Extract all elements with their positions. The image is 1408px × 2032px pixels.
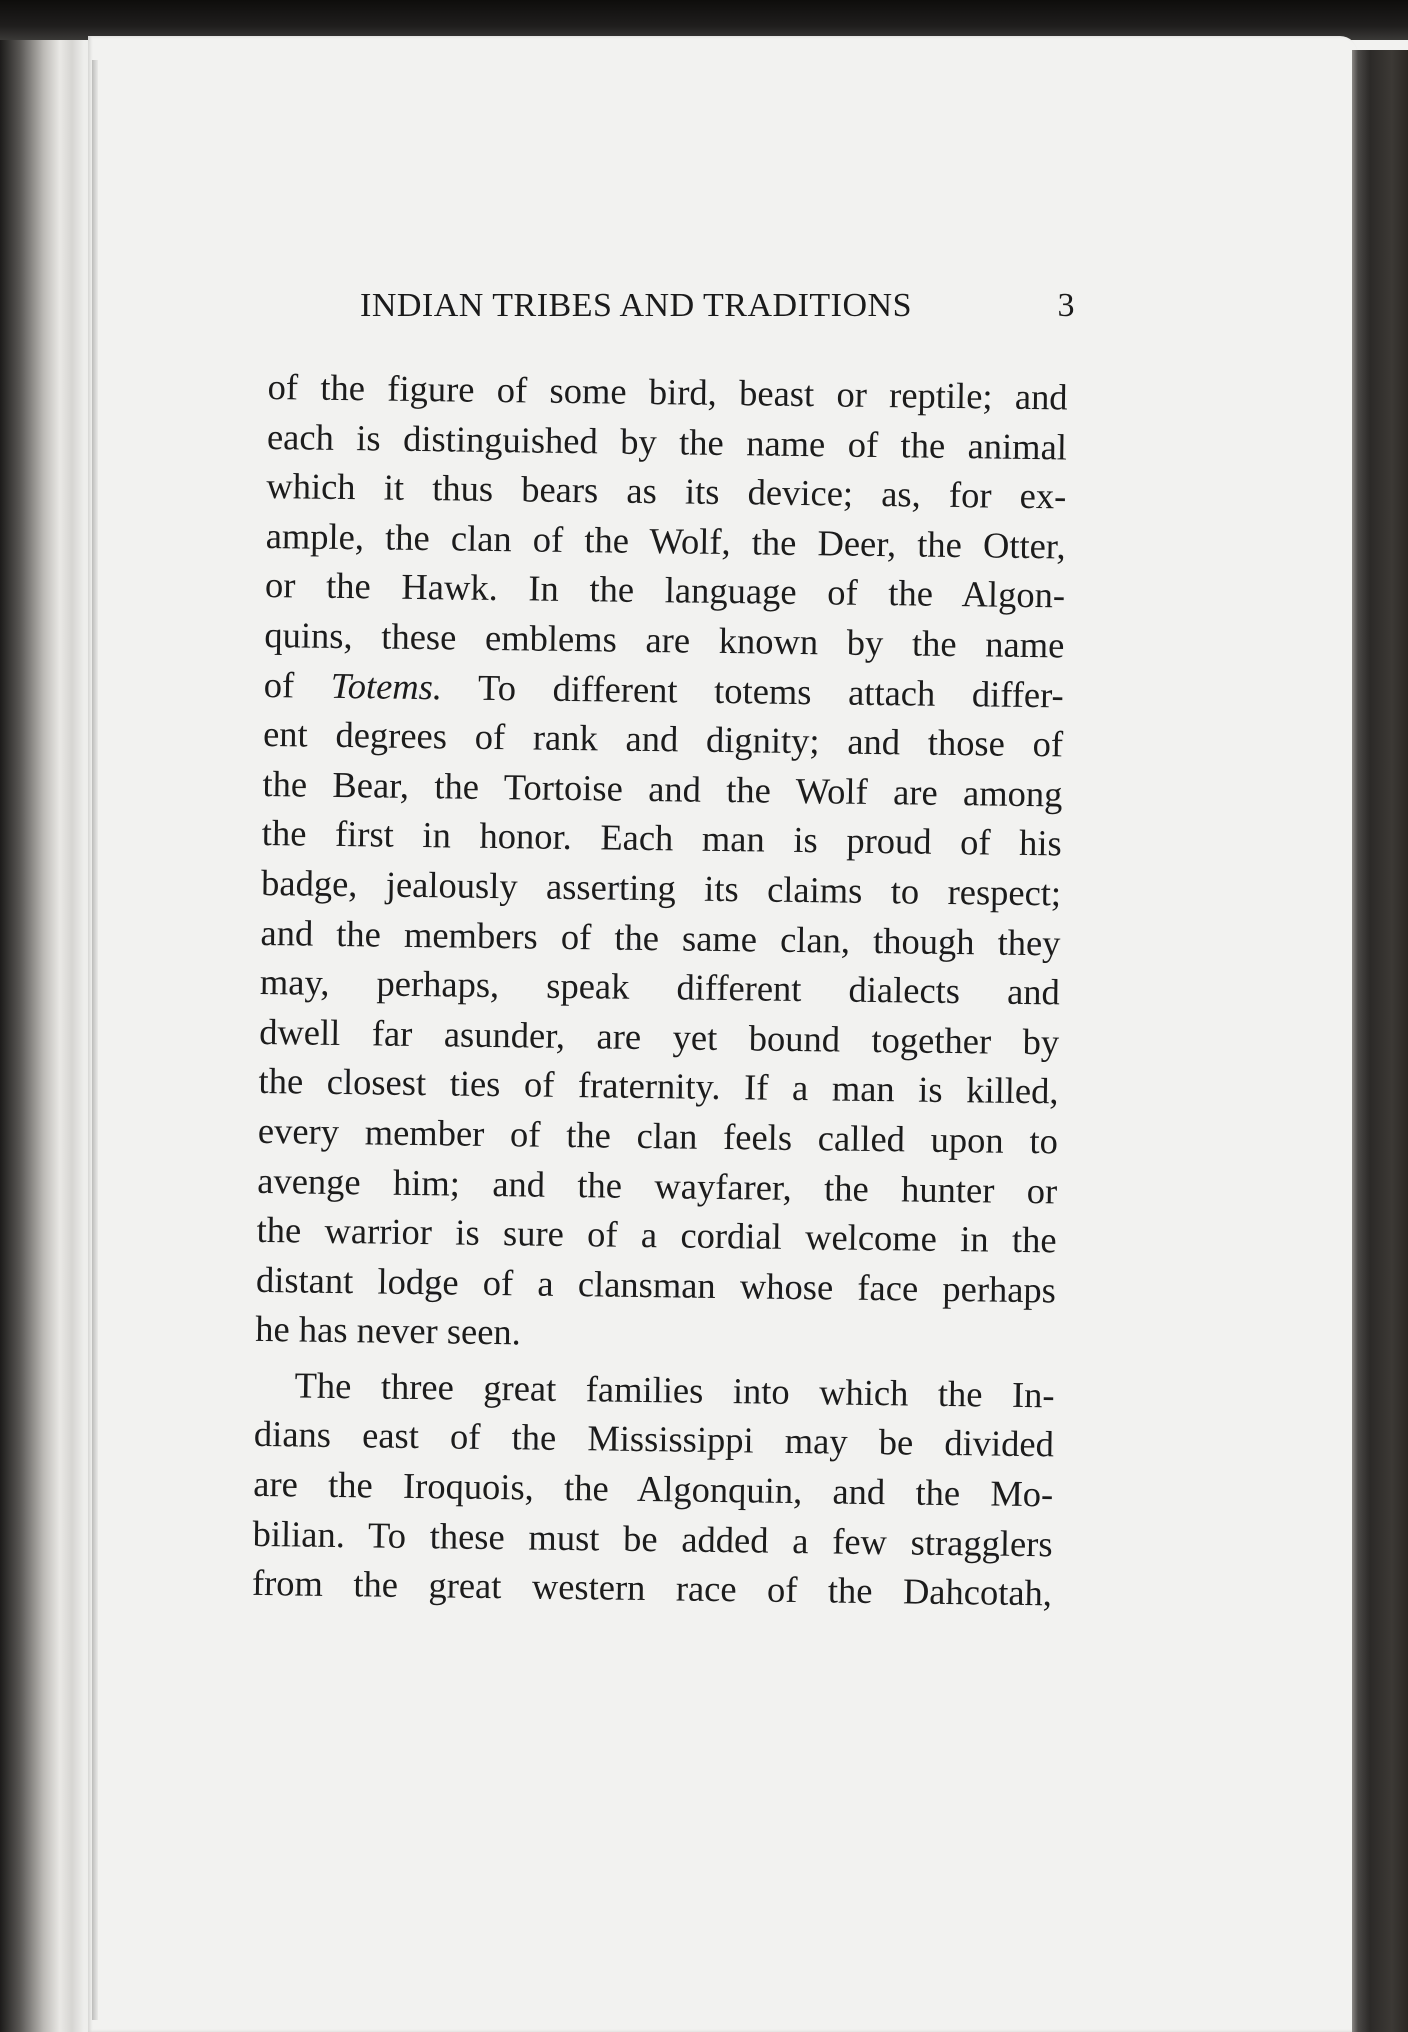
text-line: distant lodge of a clansman whose face perhaps [255,1258,1057,1311]
text-line: dwell far asunder, are yet bound together by [258,1010,1060,1063]
text-line: ample, the clan of the Wolf, the Deer, the Otter, [265,514,1066,567]
line-segment: To different totems attach differ- [441,665,1064,716]
text-line: each is distinguished by the name of the animal [266,415,1068,468]
text-line: and the members of the same clan, though they [260,911,1061,963]
text-line: quins, these emblems are known by the name [264,613,1065,666]
page-gutter [92,60,98,2020]
page-number: 3 [1057,287,1075,324]
italic-term-totems: Totems. [330,664,443,707]
text-line: The three great families into which the In- [294,1364,1055,1416]
line-segment: of [263,663,332,706]
scanner-top-shadow [0,0,1408,40]
text-line: avenge him; and the wayfarer, the hunter or [257,1159,1058,1211]
text-line: ent degrees of rank and dignity; and those of [262,713,1064,765]
body-text [252,362,1068,1618]
text-line: from the great western race of the Dahcotah, [251,1562,1053,1614]
text-line: every member of the clan feels called upon to [257,1109,1059,1162]
text-line: may, perhaps, speak different dialects and [259,961,1061,1013]
text-line: the closest ties of fraternity. If a man is killed, [258,1060,1059,1112]
running-head-title: INDIAN TRIBES AND TRADITIONS [360,287,913,324]
text-line: badge, jealously asserting its claims to respect; [260,861,1062,914]
text-line: of the figure of some bird, beast or reptile; and [267,365,1068,418]
text-line: he has never seen. [255,1308,522,1353]
text-line: or the Hawk. In the language of the Algon- [264,564,1066,616]
text-line: which it thus bears as its device; as, for ex- [266,465,1067,517]
text-line: the warrior is sure of a cordial welcome in the [256,1209,1057,1261]
text-line: bilian. To these must be added a few stragglers [252,1512,1053,1565]
text-line: dians east of the Mississippi may be divided [253,1413,1055,1465]
page-edge [1352,50,1408,2032]
text-line: are the Iroquois, the Algonquin, and the Mo- [253,1462,1054,1515]
text-line: the Bear, the Tortoise and the Wolf are among [262,762,1063,815]
running-head [360,287,1075,337]
text-line: the first in honor. Each man is proud of his [261,812,1063,864]
